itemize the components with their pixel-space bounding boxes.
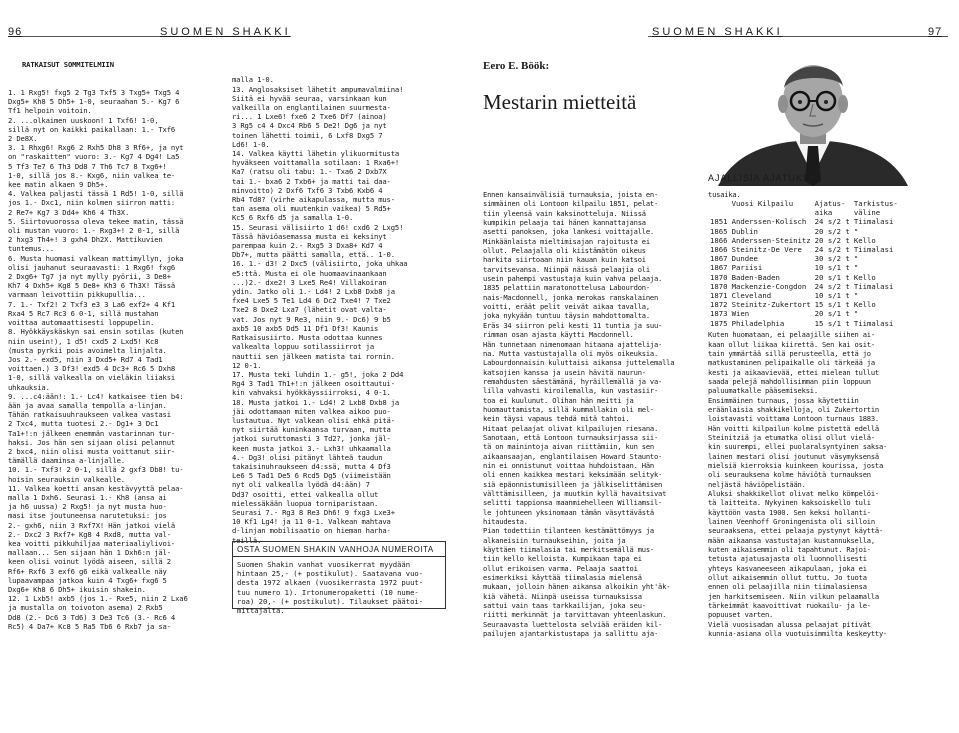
table-cell: Kello	[853, 235, 876, 245]
text-line: e5:ttä. Musta ei ole huomaavinaankaan	[232, 268, 387, 278]
text-line: 11. Valkea koetti ansan kestävyyttä pelaa-	[8, 483, 184, 493]
text-line: niin usein!), 1 d5! cxd5 2 Lxd5! Kc8	[8, 336, 159, 346]
text-line: 1-0, sillä valkealla on vieläkin liiaksi	[8, 373, 176, 383]
text-line: teillä.	[232, 535, 262, 545]
text-line: Kh7 4 Dxh5+ Kg8 5 De8+ Kh3 6 Th3X! Tässä	[8, 281, 176, 291]
text-line: 12 0-1.	[232, 360, 262, 370]
notice-line: roa) 20,- (+ postikulut). Tilaukset päätoi-	[237, 596, 424, 606]
prose-line: na. Mutta vastustajalla oli myös oikeuksia.	[483, 348, 659, 358]
prose-line: rimman osan ajasta käytti Macdonnell.	[483, 330, 634, 340]
prose-line: kesti ja aikaavievää, ettei mielean tullut	[708, 367, 879, 377]
table-cell: Baden-Baden	[731, 272, 780, 282]
notice-line: mittajalta.	[237, 606, 285, 616]
table-cell: 1870	[710, 272, 728, 282]
text-line: Tf1 helpoin voitoin.	[8, 106, 92, 116]
table-cell: Dublin	[731, 226, 758, 236]
notice-line: desta 1972 alkaen (vuosikerrasta 1972 puut-	[237, 578, 424, 588]
text-line: Kc5 6 Rxf6 d5 ja samalla 1-0.	[232, 213, 354, 223]
prose-line: Aluksi shakkikellot olivat melko kömpelöi-	[708, 489, 879, 498]
text-line: valkealta loppuu sotilassiirrot ja	[232, 342, 375, 352]
prose-line: ennen oli pelaajilla niin tiimalasiensa	[708, 582, 867, 592]
prose-line: ollut aikaisemmin ollut tuttu. Jo tuota	[708, 573, 867, 583]
text-line: 18. Musta jatkoi 1.- Ld4! 2 Lxb8 Dxb8 ja	[232, 397, 400, 407]
table-cell: 15 s/1 t	[814, 300, 850, 310]
table-cell: "	[853, 291, 859, 301]
left-running-title: SUOMEN SHAKKI	[160, 26, 291, 38]
text-line: Siitä ei hyvää seuraa, varsinkaan kun	[232, 93, 387, 103]
text-line: jäi odottamaan miten valkea aikoo puo-	[232, 406, 391, 416]
table-header-cell: Ajatus-	[814, 199, 846, 208]
table-cell: Tiimalasi	[853, 245, 894, 255]
table-cell: Tiimalasi	[853, 318, 894, 328]
table-row	[708, 309, 900, 318]
prose-line: Minkäänlaista mieltimisajan rajoitusta ei	[483, 236, 650, 246]
text-line: ja mustalla on toivoton asema) 2 Rxb5	[8, 603, 163, 613]
prose-line: kin suurempi, ellei puolaralsyntyinen saksa-	[708, 442, 888, 452]
prose-line: nin ei onnistunut voittaa huhdoistaan. Hän	[483, 460, 654, 470]
text-line: masi itse joutuneensa narutetuksi: jos	[8, 511, 167, 521]
text-line: 15. Seurasi välisiirto 1 d6! cxd6 2 Lxg5!	[232, 222, 404, 232]
prose-line: asetti panoksen, joka lankesi voittajalle.	[483, 227, 654, 237]
prose-line: toa ei kuulunut. Olihan hän meitti ja	[483, 395, 634, 405]
table-cell: 1851	[710, 217, 728, 227]
text-line: valkeilla on englantilainen suurmesta-	[232, 103, 391, 113]
text-line: 3. 1 Rhxg6! Rxg6 2 Rxh5 Dh8 3 Rf6+, ja nyt	[8, 143, 184, 153]
text-line: mielessäkään luopua torniparistaan.	[232, 498, 379, 508]
table-cell: "	[853, 226, 859, 236]
text-line: 10 Kf1 Lg4! ja 11 0-1. Valkean mahtava	[232, 517, 391, 527]
text-line: jatkoi suruttomasti 3 Td2?, jonka jäl-	[232, 434, 391, 444]
prose-line: saada pelejä mahdollisimman piin loppuun	[708, 376, 871, 386]
prose-line: selitti tappionsa maanmiehelleen Williamsil-	[483, 498, 663, 508]
prose-line: harkita siirtoaan niin kauan kuin katsoi	[483, 255, 646, 265]
prose-line: Hitaat pelaajat olivat kilpailujen riesana.	[483, 423, 659, 433]
text-line: 2 De8X.	[8, 134, 38, 144]
text-line: nauttii sen jälkeen matista tai rornin.	[232, 351, 395, 361]
text-line: 2 Dxg6+ Tg7 ja nyt mylly pyörii, 3 De8+	[8, 272, 171, 282]
prose-line: eräänlaisia shakkikelloja, oli Zukertortin	[708, 404, 879, 414]
prose-line: huomauttamista, sillä kummallakin oli mel-	[483, 404, 654, 414]
table-cell: 1866	[710, 235, 728, 245]
text-line: ...)2.- dxe2! 3 Lxe5 Re4! Villakoiran	[232, 277, 387, 287]
left-page-number: 96	[8, 26, 23, 38]
back-issues-notice	[232, 541, 446, 616]
table-cell: 24 s/2 t	[814, 217, 850, 227]
prose-line: hitaudesta.	[483, 517, 528, 527]
table-cell: "	[853, 263, 859, 273]
prose-line: Labourdonnaisin kuluttaisi aikansa juttelemalla	[483, 358, 675, 368]
article-author: Eero E. Böök:	[483, 60, 550, 72]
text-line: Ta1+!:n jälkeen enemmän vastarinnan tur-	[8, 428, 176, 438]
right-page-number: 97	[928, 26, 943, 38]
text-line: 6. Musta huomasi valkean mattimyllyn, joka	[8, 253, 184, 263]
prose-line: popuuset varten.	[708, 610, 774, 620]
prose-line: aikaansaajan, englantilaisen Howard Staunto-	[483, 451, 663, 461]
text-line: nyt siirtää kuninkaansa turvaan, mutta	[232, 425, 391, 435]
prose-line: Ennen kansainvälisiä turnauksia, joista en-	[483, 190, 659, 199]
text-line: Dd3? osoitti, ettei valkealla ollut	[232, 489, 379, 499]
text-line: parempaa kuin 2.- Rxg5 3 Dxa8+ Kd7 4	[232, 241, 383, 251]
table-cell: "	[853, 254, 859, 264]
notice-body	[233, 557, 445, 618]
prose-line: Seuraavasta luettelosta selviää eräiden kil-	[483, 619, 663, 629]
text-line: Ratkaisusiirto. Musta odottaa kunnes	[232, 333, 383, 343]
text-line: 10. 1.- Txf3! 2 0-1, sillä 2 gxf3 Db8! tu-	[8, 465, 184, 475]
prose-line: Hän tunnetaan nimenomaan hitaana ajattelija-	[483, 339, 663, 349]
table-cell: 24 s/2 t	[814, 245, 850, 255]
prose-line: mielsiä kierroksia kuinkeen kourissa, josta	[708, 460, 884, 470]
table-row	[708, 245, 900, 254]
table-cell: 1865	[710, 226, 728, 236]
text-line: Rb4 Td8? (virhe aikapulassa, mutta mus-	[232, 195, 395, 205]
text-line: Tähän ratkaisuuhraukseen valkea vastasi	[8, 410, 171, 420]
text-line: 4.- Dg3! olisi pitänyt lähteä taudun	[232, 452, 383, 462]
prose-line: alkaneisiin turnaukseihin, joita ja	[483, 535, 626, 545]
prose-line: kuten aikaisemmin oli tapahtunut. Rajoi-	[708, 545, 871, 555]
table-subheader-row	[708, 208, 900, 217]
prose-line: lainen mestari olisi joutunut väsymyksensä	[708, 451, 879, 461]
table-cell: Mackenzie-Congdon	[731, 281, 807, 291]
table-row	[708, 227, 900, 236]
text-line: keen olisi voinut lyödä aiseen, sillä 2	[8, 557, 171, 567]
prose-line: kaan ollut liikaa kiirettä. Sen kai osit-	[708, 339, 875, 349]
prose-line: lilla vahvasti kiroilemalla, kun vastasiir-	[483, 386, 659, 396]
prose-line: joka nykyään tuntuu täysin mahdottomalta.	[483, 311, 650, 321]
notice-title: OSTA SUOMEN SHAKIN VANHOJA NUMEROITA	[233, 542, 445, 557]
article-prose-left	[483, 190, 705, 670]
middle-column-text	[232, 75, 454, 544]
table-cell: 20 s/2 t	[814, 226, 850, 236]
text-line: 2 Txc4, mutta tuotesi 2.- Dg1+ 3 Dc1	[8, 419, 159, 429]
prose-line: riitti merkinnät ja tarvittavan yhteenlaskun.	[483, 610, 667, 620]
text-line: 4. Valkea paljasti tässä 1 Rd5! 1-0, sillä	[8, 189, 184, 199]
table-title: AJALLISIA AJATUKSIA	[708, 173, 821, 183]
text-line: tan asema oli muutenkin vaikea) 5 Rd5+	[232, 204, 391, 214]
text-line: tai 1.- bxa6 2 Txb6+ ja matti tai daa-	[232, 176, 391, 186]
text-line: jos 1.- Dxc1, niin kolmen siirron matti:	[8, 198, 176, 208]
prose-line: le johtuneen yksinomaan tämän väsyttävästä	[483, 507, 654, 517]
text-line: Seurasi 7.- Rg3 8 Re3 Dh6! 9 fxg3 Lxe3+	[232, 507, 395, 517]
text-line: haksi. Jos hän sen sijaan olisi pelannut	[8, 437, 176, 447]
prose-line: matkustaminen pelipaikalle oli tärkeää ja	[708, 358, 875, 368]
table-cell: Philadelphia	[731, 318, 785, 328]
text-line: takaisinuhraukseen d4:ssä, mutta 4 Df3	[232, 461, 391, 471]
prose-line: välttämisilleen, ja muutkin kyllä havaitsivat	[483, 489, 667, 498]
prose-line: neljästä häviöpelistään.	[708, 479, 806, 489]
text-line: tämällä daaminsa a-linjalle.	[8, 456, 125, 466]
text-line: malla 1 Dxh6. Seurasi 1.- Kh8 (ansa ai	[8, 492, 167, 502]
text-line: Le6 5 Tad1 De5 6 Rcd5 Dg5 (viimeistään	[232, 471, 391, 481]
prose-line: esimerkiksi käyttää tiimalasia mielensä	[483, 573, 642, 583]
prose-line: tiin kello kelloista. Kumpikaan tapa ei	[483, 554, 642, 564]
prose-line: mään aikaansa vastustajan kustannuksella,	[708, 535, 875, 545]
table-header-cell	[708, 199, 730, 208]
table-cell: Cleveland	[731, 291, 772, 301]
prose-line: remahdusten säestämänä, hyräillemällä ja va-	[483, 376, 663, 386]
article-title: Mestarin mietteitä	[483, 90, 637, 114]
table-cell: 1875	[710, 318, 728, 328]
table-header-cell	[708, 208, 730, 217]
table-cell: Kello	[853, 272, 876, 282]
text-line: Db7+, mutta päätti samalla, että.. 1-0.	[232, 250, 395, 260]
text-line: 1-0, sillä jos 8.- Kxg6, niin valkea te-	[8, 170, 176, 180]
prose-line: simmäinen oli Lontoon kilpailu 1851, pelat-	[483, 199, 659, 209]
text-line: 2. ...olkaimen uuskoon! 1 Txf6! 1-0,	[8, 115, 159, 125]
table-cell: 10 s/1 t	[814, 291, 850, 301]
text-line: 1. 1 Rxg5! fxg5 2 Tg3 Txf5 3 Txg5+ Txg5 4	[8, 88, 180, 98]
prose-line: tä laitteita. Nykyinen kaksoiskello tuli	[708, 498, 871, 508]
table-header-cell: väline	[853, 208, 881, 218]
prose-line: tarvitsevansa. Niinpä näissä pelaajia oli	[483, 264, 650, 274]
table-header-row	[708, 199, 900, 208]
text-line: olisi jauhanut seuraavasti: 1 Rxg6! fxg6	[8, 262, 176, 272]
prose-line: katsojien kanssa ja usein hävitä naurun-	[483, 367, 646, 377]
prose-line: siä epäonnistumisilleen ja jälkiselittämisen	[483, 479, 663, 489]
text-line: mallaan... Sen sijaan hän 1 Dxh6:n jäl-	[8, 548, 171, 558]
table-cell: 1867	[710, 254, 728, 264]
table-cell: 1872	[710, 300, 728, 310]
text-line: Rxa4 5 Rc7 Rc3 6 0-1, sillä mustahan	[8, 308, 159, 318]
text-line: Txe2 8 Dxe2 Lxa7 (lähetit ovat valta-	[232, 305, 387, 315]
table-cell: Steinitz-De Vere	[731, 245, 802, 255]
text-line: lupaavampaa jatkoa kuin 4 Txg6+ fxg6 5	[8, 575, 167, 585]
prose-line: sattui vain taas tarkkailijan, joka seu-	[483, 601, 646, 611]
middle-column	[232, 57, 454, 545]
prose-line: kein täysi vapaus tehdä mitä tahtoi.	[483, 414, 630, 424]
text-line: axb5 10 axb5 Dd5 11 Df1 Df3! Kaunis	[232, 323, 379, 333]
prose-line: usein pahempi vastustaja kuin vahva pelaaja.	[483, 274, 663, 284]
table-cell: Tiimalasi	[853, 217, 894, 227]
text-line: 9. ...c4:ään!: 1.- Lc4! katkaisee tien b4:	[8, 391, 184, 401]
table-header-cell	[730, 208, 813, 217]
text-line: 12. 1 Lxb5! axb5 (jos 1.- Rxe5, niin 2 Lxa6	[8, 594, 188, 604]
text-line: ään ja avaa samalla tempolla a-linjan.	[8, 400, 167, 410]
prose-line: ollut. Pelaajalla oli kiistämätön oikeus	[483, 246, 646, 256]
table-cell: Steinitz-Zukertort	[731, 300, 811, 310]
text-line: uhkauksia.	[8, 382, 50, 392]
text-line: 3 Rg5 c4 4 Dxc4 Rb6 5 De2! Dg6 ja nyt	[232, 121, 387, 131]
text-line: 2.- gxh6, niin 3 Rxf7X! Hän jatkoi vielä	[8, 520, 176, 530]
text-line: tuntemus...	[8, 244, 54, 254]
table-cell: "	[853, 309, 859, 319]
table-cell: 1866	[710, 245, 728, 255]
table-cell: 1873	[710, 309, 728, 319]
text-line: 13. Anglosaksiset lähetit ampumavalmiina!	[232, 84, 404, 94]
left-column	[8, 42, 230, 631]
text-line: Dd8 (2.- Dc6 3 Td6) 3 De3 Tc6 (3.- Rc6 4	[8, 612, 176, 622]
table-cell: Kello	[853, 300, 876, 310]
text-line: Rf6+ Rxf6 3 exf6 g6 eikä valkealle näy	[8, 566, 167, 576]
prose-line: loistavasti voittama Lontoon turnaus 1883.	[708, 414, 879, 424]
table-row	[708, 319, 900, 328]
text-line: 5 Tf3 Te7 6 Th3 Dd8 7 Th6 Tc7 8 Txg6+!	[8, 161, 167, 171]
table-row	[708, 291, 900, 300]
prose-line: lainen Veenhoff Groningenista oli silloin	[708, 517, 875, 527]
text-line: Jos 2.- exd5, niin 3 Dxd5+ Rd7 4 Tad1	[8, 354, 163, 364]
table-cell: 24 s/2 t	[814, 281, 850, 291]
text-line: fxe4 Lxe5 5 Te1 Ld4 6 Dc2 Txe4! 7 Txe2	[232, 296, 391, 306]
prose-line: Steinitziä ja etumatka olisi ollut vielä-	[708, 432, 875, 442]
prose-line: tain ymmärtää sillä perusteella, että jo	[708, 348, 871, 358]
text-line: 17. Musta teki luhdin 1.- g5!, joka 2 Dd4	[232, 369, 404, 379]
table-row	[708, 300, 900, 309]
text-line: hyväkseen voittamalla sotilaan: 1 Rxa6+!	[232, 158, 400, 168]
table-row	[708, 254, 900, 263]
prose-line: jen harkitsemiseen. Niin vilkun pelaamalla	[708, 591, 879, 601]
text-line: Dxg5+ Kh8 5 Dh5+ 1-0, seuraahan 5.- Kg7 6	[8, 97, 180, 107]
prose-line: tusaika.	[708, 190, 741, 199]
text-line: Ld6! 1-0.	[232, 139, 270, 149]
table-row	[708, 217, 900, 226]
prose-line: Sanotaan, että Lontoon turnauksirjassa sii-	[483, 432, 659, 442]
text-line: nyt oli valkealla lyödä d4:ään) 7	[232, 480, 370, 490]
prose-line: 1835 pelattiin maratonottelusa Labourdon-	[483, 283, 650, 293]
time-control-table	[708, 199, 900, 328]
prose-line: oli ennen kaikkea mestari keksimään selityk-	[483, 470, 663, 480]
text-line: Rc5) 4 Da7+ Kc8 5 Ra5 Tb6 6 Rxb7 ja sa-	[8, 621, 171, 631]
table-cell: Anderssen-Steinitz	[731, 235, 811, 245]
notice-line: Suomen Shakin vanhat vuosikerrat myydään	[237, 560, 411, 569]
text-line: sillä nyt on kaikki paikallaan: 1.- Txf6	[8, 124, 176, 134]
text-line: Ka7 (ratsu oli tabu: 1.- Txa6 2 Dxb7X	[232, 167, 387, 177]
table-cell: 10 s/1 t	[814, 263, 850, 273]
notice-line: hintaan 25,- (+ postikulut). Saatavana vuo-	[237, 569, 424, 579]
prose-line: tä on mainintoja aivan riittämiin, kun sen	[483, 442, 654, 452]
table-header-cell: aika	[814, 208, 833, 218]
prose-line: Eräs 34 siirron peli kesti 11 tuntia ja suu-	[483, 320, 663, 330]
text-line: 14. Valkea käytti lähetin ylikuormitusta	[232, 149, 400, 159]
text-line: voittaen.) 3 Df3! exd5 4 Dc3+ Rc6 5 Dxh8	[8, 364, 176, 374]
prose-line: tärkeimmät kaavoittivat ruokailu- ja le-	[708, 601, 871, 611]
prose-line: yhteys kasvaneeseen aikapulaan, joka ei	[708, 563, 867, 573]
table-cell: Dundee	[731, 254, 758, 264]
table-cell: Tiimalasi	[853, 281, 894, 291]
text-line: (musta pyrkii pois avoimelta linjalta.	[8, 345, 167, 355]
text-line: 16. 1.- d3! 2 Dxc5 (välisiirto, joka uhkaa	[232, 259, 408, 269]
text-line: minvoitto) 2 Dxf6 Txf6 3 Txb6 Kxb6 4	[232, 185, 383, 195]
text-line: kea voitti pikkuhiljaa materiaaliylivoi-	[8, 538, 176, 548]
prose-line: mukaan, jolloin hänen aikansa alkoikin yht'äk-	[483, 582, 671, 592]
text-line: 2 hxg3 Th4+! 3 gxh4 Dh2X. Mattikuvien	[8, 235, 163, 245]
table-row	[708, 282, 900, 291]
prose-line: kumpikin pelaaja tai hänen kannattajansa	[483, 218, 646, 228]
text-line: malla 1-0.	[232, 75, 274, 85]
prose-line: tiin yleensä vain kaksinotteluja. Niissä	[483, 208, 646, 218]
text-line: 2.- Dxc2 3 Rxf7+ Kg8 4 Rxd8, mutta val-	[8, 529, 171, 539]
text-line: on "raskaitten" vuoro: 3.- Kg7 4 Dg4! La5	[8, 152, 180, 162]
table-cell: Pariisi	[731, 263, 763, 273]
text-line: ri... 1 Lxe6! fxe6 2 Txe6 Df7 (ainoa)	[232, 112, 387, 122]
left-column-text	[8, 88, 230, 631]
table-cell: 1867	[710, 263, 728, 273]
table-header-cell: Tarkistus-	[853, 199, 898, 208]
prose-line: Ensimmäinen turnaus, jossa käytettiin	[708, 395, 859, 405]
prose-line: kunnia-asiana olla vuotuisimmilta keskeytty-	[708, 629, 888, 639]
text-line: voittaa automaattisesti loppupelin.	[8, 318, 155, 328]
right-running-title: SUOMEN SHAKKI	[652, 26, 783, 38]
table-header-cell: Vuosi Kilpailu	[731, 199, 794, 208]
prose-line: Kuten huomataan, ei pelaajille siihen ai-	[708, 330, 875, 340]
text-line: toinen lähetti toimii, 6 Lxf8 Dxg5 7	[232, 130, 383, 140]
table-cell: 1870	[710, 281, 728, 291]
table-cell: 15 s/1 t	[814, 318, 850, 328]
text-line: hoisin seurauksin valkealle.	[8, 474, 125, 484]
text-line: kin vahvaksi hyökkäyssiirroksi, 4 0-1.	[232, 388, 391, 398]
text-line: Dxg6+ Kh8 6 Dh5+ ikuisin shakein.	[8, 584, 146, 594]
prose-line: Hän voitti kilpailun kolme pistettä edellä	[708, 423, 879, 433]
table-cell: Anderssen-Kolisch	[731, 217, 807, 227]
prose-line: tetusta ajatusajasta oli luonnollisesti	[708, 554, 867, 564]
text-line: Tässä häviöasemassa musta ei keksinyt	[232, 231, 387, 241]
text-line: lustautua. Nyt valkean olisi ehkä pitä-	[232, 415, 395, 425]
text-line: 2 Re7+ Kg7 3 Dd4+ Kh6 4 Th3X.	[8, 207, 130, 217]
prose-line: oli seurauksena kolme häviötä turnauksen	[708, 470, 871, 480]
text-line: 8. Hyökkäyskäskyn sai ensin sotilas (kuten	[8, 327, 184, 337]
prose-line: pailujen ajantarkistustapa ja sallittu aja-	[483, 629, 659, 639]
text-line: 7. 1.- Txf2! 2 Txf3 e3 3 La6 exf2+ 4 Kf1	[8, 299, 176, 309]
text-line: vat. Jos nyt 9 Re3, niin 9.- Dc6) 9 b5	[232, 314, 391, 324]
prose-line: voitti, eräät pelit veivät aikaa tavalla,	[483, 302, 650, 312]
text-line: keen musta jatkoi 3.- Lxh3! uhkaamalla	[232, 443, 391, 453]
text-line: kee matin alkaen 9 Dh5+.	[8, 180, 109, 190]
table-row	[708, 273, 900, 282]
text-line: 2 bxc4, niin olisi musta voittanut siir-	[8, 446, 176, 456]
prose-line: paluumatkalle pääsemiseksi.	[708, 386, 818, 396]
prose-line: käyttäen tiimalasia tai merkitsemällä mus-	[483, 545, 654, 555]
prose-line: nais-Macdonnell, jonka merokas ranskalainen	[483, 292, 659, 302]
prose-line: Pian todettiin tilanteen kestämättömyys ja	[483, 526, 654, 536]
table-cell: 20 s/2 t	[814, 235, 850, 245]
table-row	[708, 236, 900, 245]
author-portrait	[678, 46, 948, 186]
table-cell: Wien	[731, 309, 750, 319]
notice-line: tuu numero 1). Irtonumeropaketti (10 nume-	[237, 587, 419, 597]
table-cell: 20 s/1 t	[814, 272, 850, 282]
text-line: Rg4 3 Tad1 Th1+!:n jälkeen osoittautui-	[232, 379, 395, 389]
text-line: ydin. Jatko oli 1.- Ld4! 2 Lxb8 Dxb8 ja	[232, 287, 395, 297]
table-row	[708, 263, 900, 272]
prose-line: ollut erikoisen varma. Pelaaja saattoi	[483, 563, 638, 573]
table-cell: 30 s/2 t	[814, 254, 850, 264]
text-line: d-linjan mobilisaatio on hieman harha-	[232, 526, 391, 536]
text-line: 5. Siirtovuorossa oleva tekee matin, tässä	[8, 216, 184, 226]
table-cell: 1871	[710, 291, 728, 301]
solutions-heading: RATKAISUT SOMMITELMIIN	[22, 60, 114, 70]
text-line: ja h6 uussa) 2 Rxg5! ja nyt musta huo-	[8, 502, 167, 512]
table-cell: 20 s/1 t	[814, 309, 850, 319]
prose-line: käyttöön vasta 1900. Sen keksi hollanti-	[708, 507, 871, 517]
prose-line: Vielä vuosisadan alussa pelaajat pitivät	[708, 619, 871, 629]
text-line: oli mustan vuoro: 1.- Rxg3+! 2 0-1, sillä	[8, 226, 180, 236]
prose-line: kiä vähetä. Niinpä useissa turnauksissa	[483, 591, 642, 601]
text-line: varmaan leivottiin pikkupullia...	[8, 290, 146, 300]
prose-line: seuraaksena, ettei pelaaja pystynyt käyttä-	[708, 526, 884, 536]
